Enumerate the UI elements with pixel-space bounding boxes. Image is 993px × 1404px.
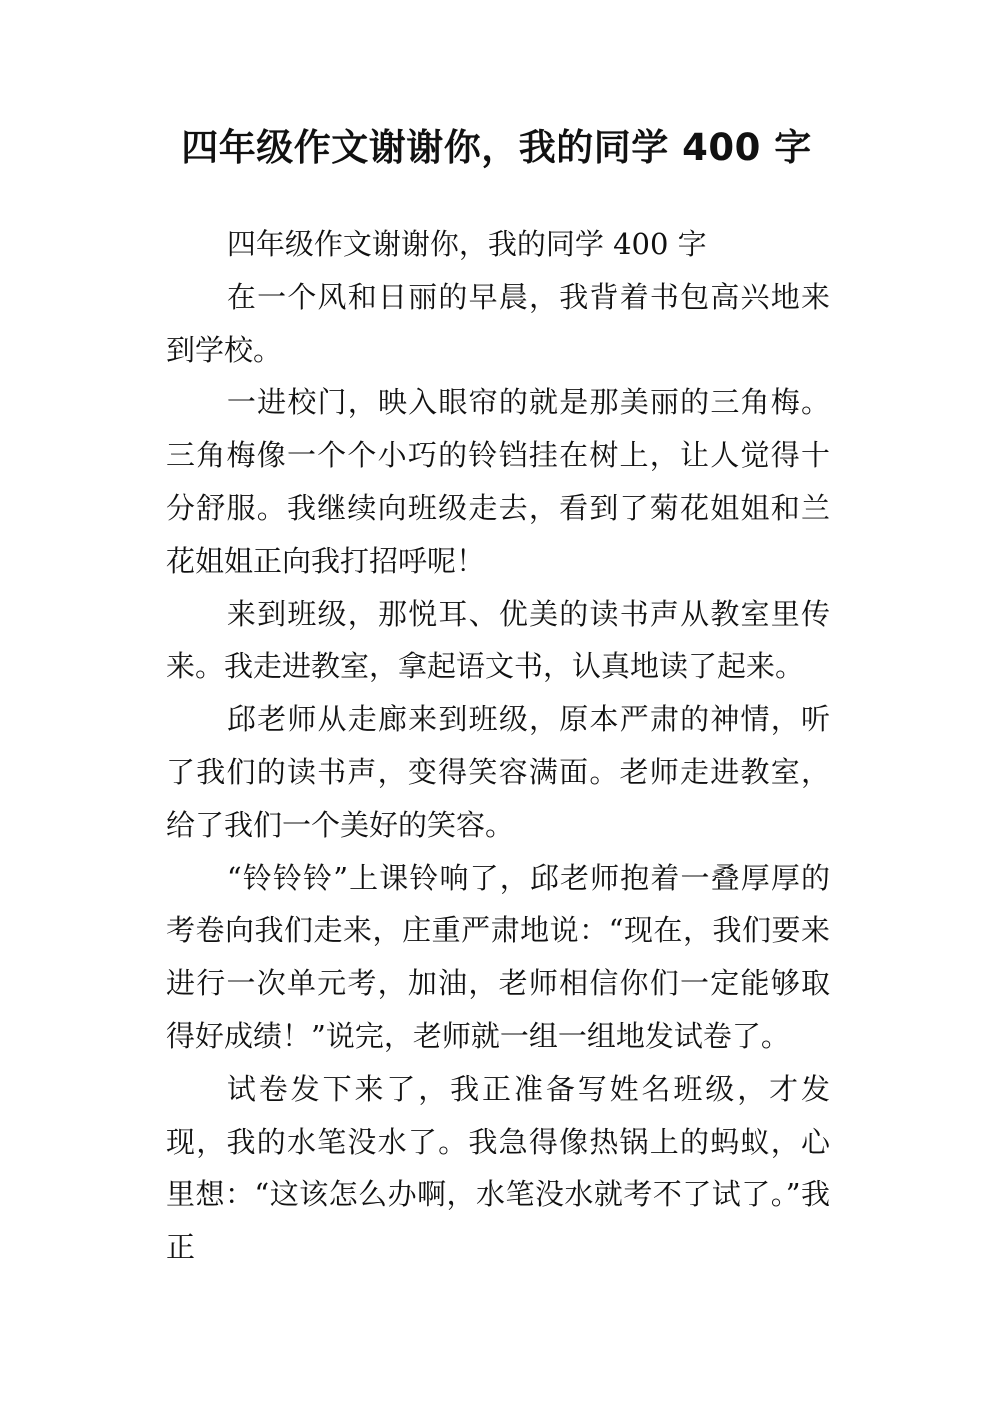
paragraph: “铃铃铃”上课铃响了，邱老师抱着一叠厚厚的考卷向我们走来，庄重严肃地说：“现在，我们要来进行一次单元考，加油，老师相信你们一定能够取得好成绩！”说完，老师就一组一组地发试卷了。: [166, 860, 830, 1053]
paragraph: 在一个风和日丽的早晨，我背着书包高兴地来到学校。: [166, 279, 830, 367]
document-body: [166, 218, 830, 1274]
paragraph: 一进校门，映入眼帘的就是那美丽的三角梅。三角梅像一个个小巧的铃铛挂在树上，让人觉得十分舒服。我继续向班级走去，看到了菊花姐姐和兰花姐姐正向我打招呼呢！: [166, 385, 830, 578]
paragraph: 四年级作文谢谢你，我的同学 400 字: [226, 227, 707, 261]
paragraph: 试卷发下来了，我正准备写姓名班级，才发现，我的水笔没水了。我急得像热锅上的蚂蚁，心里想：“这该怎么办啊，水笔没水就考不了试了。”我正: [166, 1071, 830, 1265]
document-title: 四年级作文谢谢你，我的同学 400 字: [181, 126, 812, 169]
paragraph: 来到班级，那悦耳、优美的读书声从教室里传来。我走进教室，拿起语文书，认真地读了起来。: [166, 596, 830, 684]
paragraph: 邱老师从走廊来到班级，原本严肃的神情，听了我们的读书声，变得笑容满面。老师走进教室，给了我们一个美好的笑容。: [166, 702, 830, 842]
